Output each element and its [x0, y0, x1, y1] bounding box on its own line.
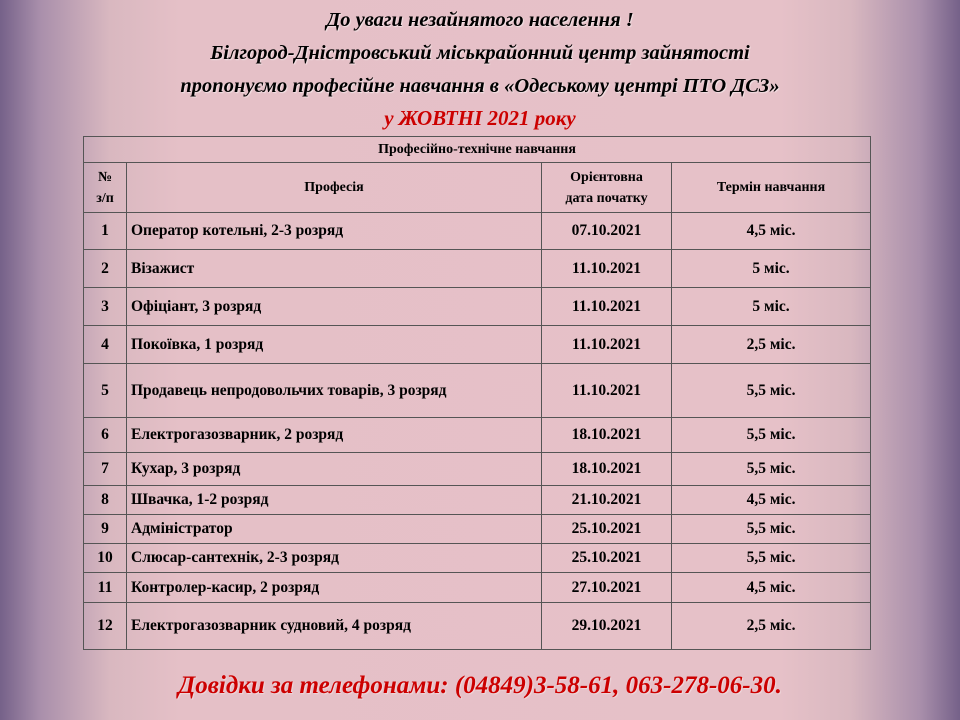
table-row	[84, 288, 871, 326]
table-row	[84, 364, 871, 418]
header-line-2: Білгород-Дністровський міськрайонний центр зайнятості	[210, 42, 750, 64]
footer-contacts: Довідки за телефонами: (04849)3-58-61, 063-278-06-30.	[178, 672, 782, 699]
row-profession: Візажист	[127, 250, 542, 288]
row-number: 6	[84, 418, 127, 453]
row-start-date: 11.10.2021	[542, 326, 672, 364]
table-row	[84, 453, 871, 486]
table-row	[84, 326, 871, 364]
row-number: 5	[84, 364, 127, 418]
row-profession: Електрогазозварник, 2 розряд	[127, 418, 542, 453]
header-line-1: До уваги незайнятого населення !	[326, 9, 634, 31]
row-start-date: 07.10.2021	[542, 213, 672, 250]
row-number: 2	[84, 250, 127, 288]
row-number: 11	[84, 573, 127, 603]
table-row	[84, 573, 871, 603]
row-start-date: 11.10.2021	[542, 250, 672, 288]
row-profession: Швачка, 1-2 розряд	[127, 486, 542, 515]
table-row	[84, 418, 871, 453]
row-duration: 5,5 міс.	[672, 544, 871, 573]
row-start-date: 11.10.2021	[542, 364, 672, 418]
row-duration: 2,5 міс.	[672, 603, 871, 650]
row-profession: Оператор котельні, 2-3 розряд	[127, 213, 542, 250]
row-number: 1	[84, 213, 127, 250]
row-number: 12	[84, 603, 127, 650]
training-table	[83, 136, 871, 650]
row-start-date: 25.10.2021	[542, 515, 672, 544]
row-profession: Покоївка, 1 розряд	[127, 326, 542, 364]
row-duration: 5 міс.	[672, 288, 871, 326]
row-start-date: 21.10.2021	[542, 486, 672, 515]
row-profession: Кухар, 3 розряд	[127, 453, 542, 486]
row-duration: 5,5 міс.	[672, 418, 871, 453]
row-duration: 4,5 міс.	[672, 486, 871, 515]
row-profession: Адміністратор	[127, 515, 542, 544]
row-profession: Продавець непродовольчих товарів, 3 розряд	[127, 364, 542, 418]
col-header-num: № з/п	[84, 163, 127, 213]
row-number: 8	[84, 486, 127, 515]
row-start-date: 11.10.2021	[542, 288, 672, 326]
row-duration: 2,5 міс.	[672, 326, 871, 364]
table-row	[84, 250, 871, 288]
row-profession: Слюсар-сантехнік, 2-3 розряд	[127, 544, 542, 573]
row-start-date: 18.10.2021	[542, 418, 672, 453]
row-duration: 5,5 міс.	[672, 515, 871, 544]
row-profession: Офіціант, 3 розряд	[127, 288, 542, 326]
row-duration: 4,5 міс.	[672, 573, 871, 603]
row-number: 10	[84, 544, 127, 573]
row-start-date: 25.10.2021	[542, 544, 672, 573]
row-number: 3	[84, 288, 127, 326]
table-row	[84, 603, 871, 650]
row-duration: 5,5 міс.	[672, 453, 871, 486]
row-profession: Електрогазозварник судновий, 4 розряд	[127, 603, 542, 650]
header-month: у ЖОВТНІ 2021 року	[384, 106, 576, 130]
table-row	[84, 213, 871, 250]
col-header-profession: Професія	[127, 163, 542, 213]
row-start-date: 27.10.2021	[542, 573, 672, 603]
row-number: 7	[84, 453, 127, 486]
row-start-date: 29.10.2021	[542, 603, 672, 650]
table-caption: Професійно-технічне навчання	[84, 137, 871, 163]
col-header-date: Орієнтовна дата початку	[542, 163, 672, 213]
row-duration: 5,5 міс.	[672, 364, 871, 418]
table-row	[84, 515, 871, 544]
row-profession: Контролер-касир, 2 розряд	[127, 573, 542, 603]
row-number: 9	[84, 515, 127, 544]
row-number: 4	[84, 326, 127, 364]
row-duration: 5 міс.	[672, 250, 871, 288]
header-line-3: пропонуємо професійне навчання в «Одеському центрі ПТО ДСЗ»	[180, 75, 780, 97]
col-header-duration: Термін навчання	[672, 163, 871, 213]
table-row	[84, 544, 871, 573]
row-start-date: 18.10.2021	[542, 453, 672, 486]
table-row	[84, 486, 871, 515]
row-duration: 4,5 міс.	[672, 213, 871, 250]
